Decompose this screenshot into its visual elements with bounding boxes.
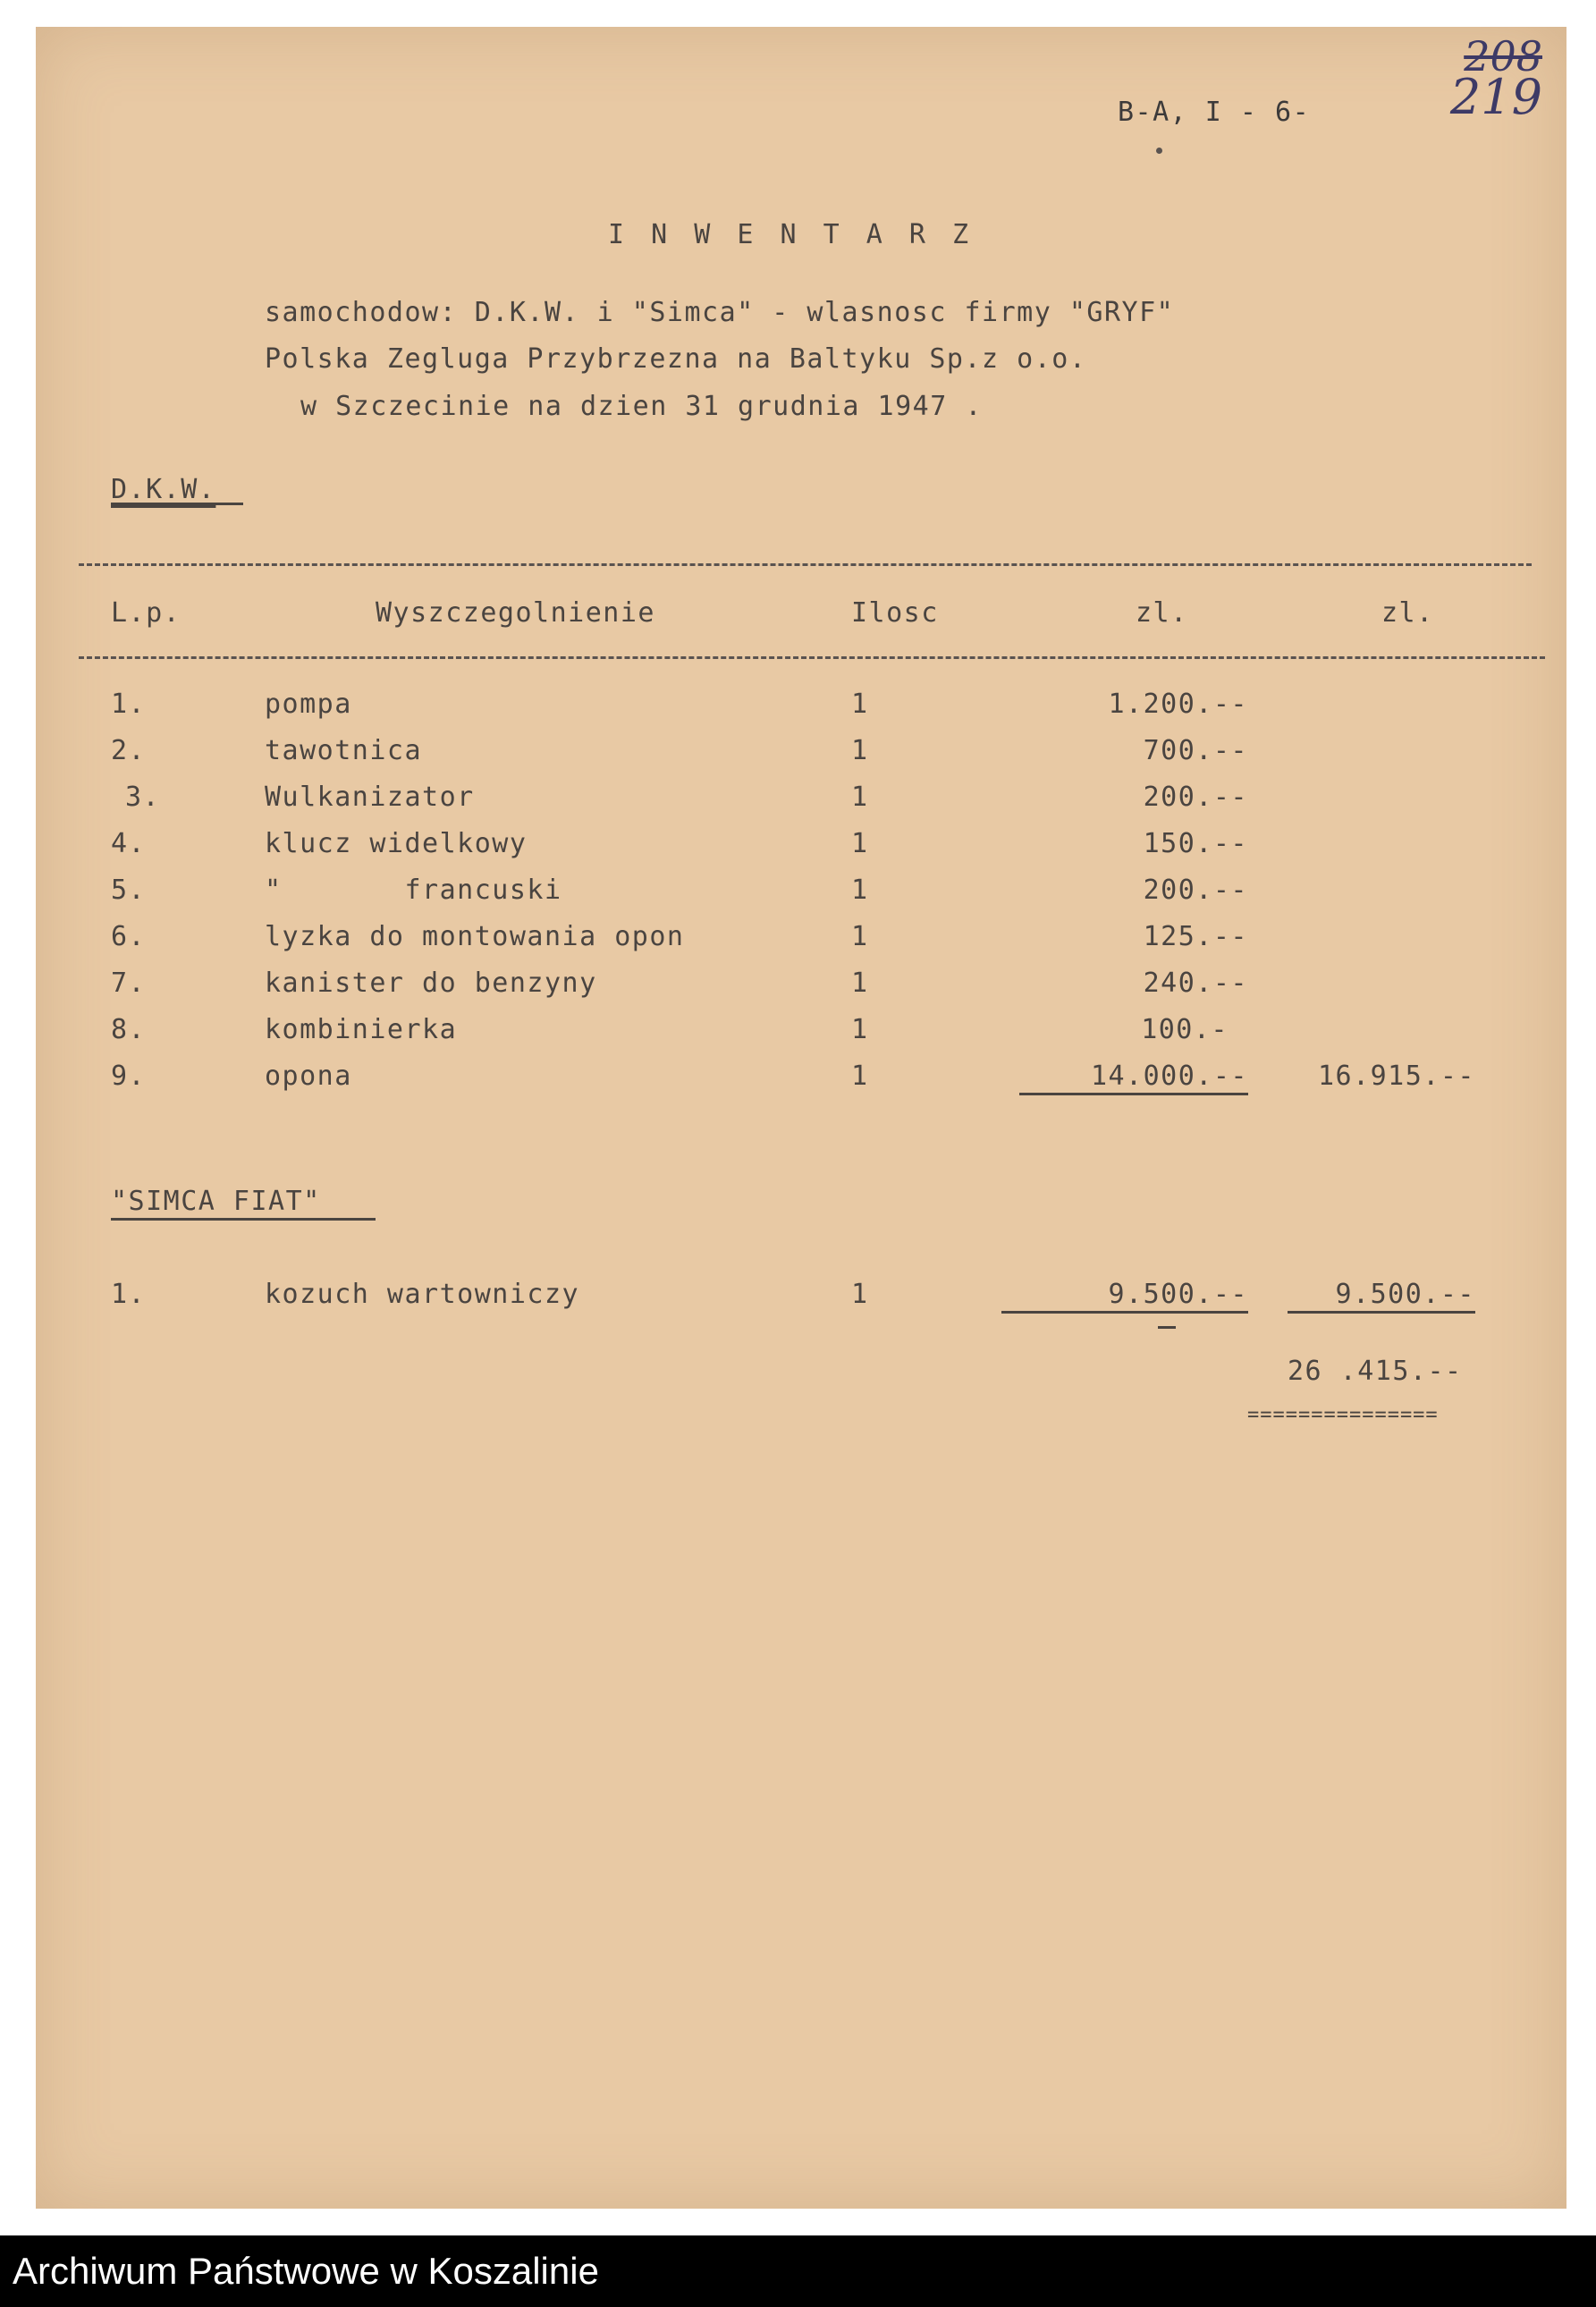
row-qty: 1 (851, 875, 869, 906)
short-mark (1158, 1326, 1176, 1329)
column-header-quantity: Ilosc (851, 597, 939, 629)
section-heading-simca-underline (111, 1218, 376, 1221)
row-lp: 3. (125, 782, 161, 813)
row-lp: 9. (111, 1061, 147, 1092)
table-header-rule (79, 656, 1545, 659)
row-qty: 1 (851, 1061, 869, 1092)
column-header-description: Wyszczegolnienie (376, 597, 655, 629)
row-qty: 1 (851, 968, 869, 999)
section-heading-dkw-underline (111, 503, 243, 505)
archive-number-old: 208 (1464, 32, 1542, 80)
row-value: 240.-- (1143, 968, 1248, 999)
subtitle-line-1: samochodow: D.K.W. i "Simca" - wlasnosc firmy "GRYF" (265, 297, 1175, 328)
row-qty: 1 (851, 921, 869, 952)
simca-value-underline (1001, 1311, 1248, 1314)
row-value: 1.200.-- (1108, 689, 1248, 720)
row-lp: 2. (111, 735, 147, 766)
column-header-value: zl. (1136, 597, 1188, 629)
row-value: 125.-- (1143, 921, 1248, 952)
row-lp: 7. (111, 968, 147, 999)
row-item: pompa (265, 689, 352, 720)
row-value: 14.000.-- (1090, 1061, 1248, 1092)
row-value: 150.-- (1143, 828, 1248, 859)
row-qty: 1 (851, 828, 869, 859)
column-header-lp: L.p. (111, 597, 182, 629)
section-heading-simca: "SIMCA FIAT" (111, 1186, 321, 1217)
row-lp: 1. (111, 1279, 147, 1310)
grand-total: 26 .415.-- (1288, 1356, 1463, 1387)
row-item: opona (265, 1061, 352, 1092)
row-item: tawotnica (265, 735, 423, 766)
column-header-total: zl. (1381, 597, 1434, 629)
subtitle-line-3: w Szczecinie na dzien 31 grudnia 1947 . (300, 391, 983, 422)
row-lp: 6. (111, 921, 147, 952)
table-top-rule (79, 563, 1532, 566)
section-heading-dkw: D.K.W. (111, 474, 216, 505)
reference-dot (1156, 148, 1162, 154)
reference-number: B-A, I - 6- (1118, 97, 1311, 128)
row-qty: 1 (851, 1279, 869, 1310)
archive-page-number (1449, 32, 1542, 125)
row-qty: 1 (851, 735, 869, 766)
row-value: 200.-- (1143, 782, 1248, 813)
row-lp: 8. (111, 1014, 147, 1045)
footer-label: Archiwum Państwowe w Koszalinie (13, 2250, 599, 2292)
row-item: " francuski (265, 875, 562, 906)
row-value: 200.-- (1143, 875, 1248, 906)
row-item: kanister do benzyny (265, 968, 597, 999)
archive-footer (0, 2235, 1596, 2307)
row-lp: 1. (111, 689, 147, 720)
row-total: 16.915.-- (1317, 1061, 1475, 1092)
row-value: 100.- (1141, 1014, 1229, 1045)
row-lp: 4. (111, 828, 147, 859)
row-qty: 1 (851, 1014, 869, 1045)
document-title: I N W E N T A R Z (608, 219, 975, 250)
row-value: 700.-- (1143, 735, 1248, 766)
row-value: 9.500.-- (1108, 1279, 1248, 1310)
row-lp: 5. (111, 875, 147, 906)
row-qty: 1 (851, 782, 869, 813)
grand-total-underline: =============== (1247, 1404, 1439, 1426)
simca-total-underline (1288, 1311, 1475, 1314)
row-item: klucz widelkowy (265, 828, 528, 859)
row-item: lyzka do montowania opon (265, 921, 685, 952)
row-item: kozuch wartowniczy (265, 1279, 580, 1310)
archive-number-new: 219 (1449, 69, 1542, 125)
row-item: kombinierka (265, 1014, 458, 1045)
subtitle-line-2: Polska Zegluga Przybrzezna na Baltyku Sp.z o.o. (265, 343, 1087, 375)
row-total: 9.500.-- (1335, 1279, 1475, 1310)
row-qty: 1 (851, 689, 869, 720)
subtotal-underline (1019, 1093, 1248, 1095)
row-item: Wulkanizator (265, 782, 475, 813)
